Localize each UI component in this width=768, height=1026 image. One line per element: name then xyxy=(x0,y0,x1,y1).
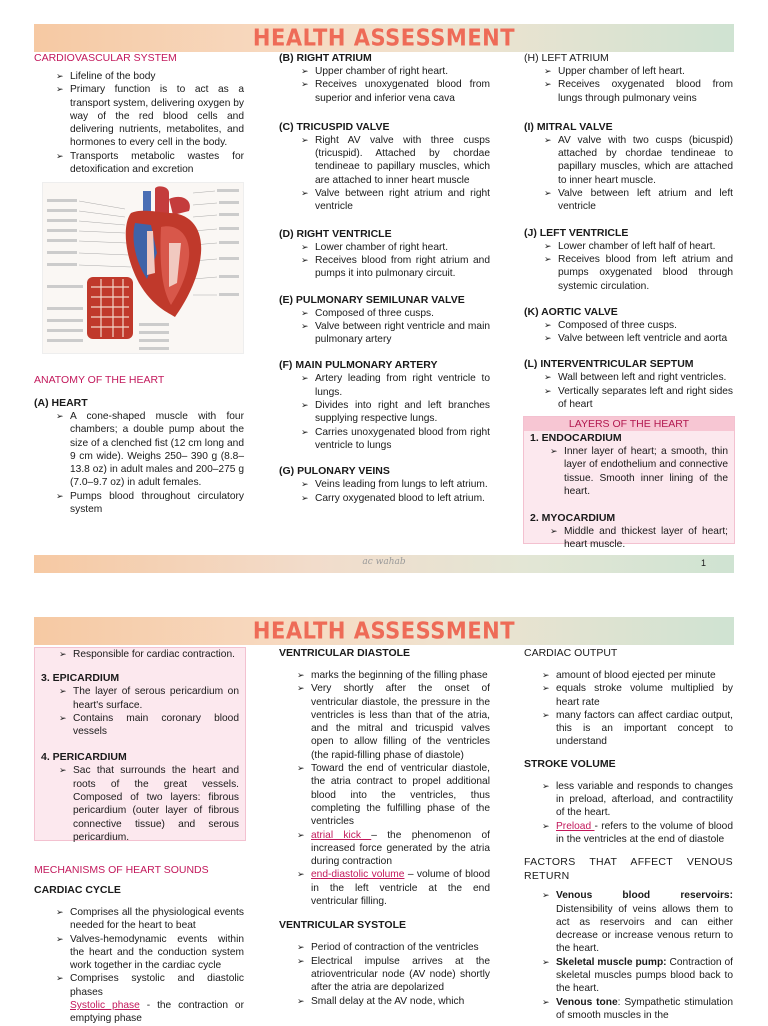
list-item: ➢ Veins leading from lungs to left atrium. xyxy=(301,478,490,491)
section-list xyxy=(301,478,490,505)
list-item: ➢ Valve between right ventricle and main pulmonary artery xyxy=(301,320,490,347)
list-item: ➢ Responsible for cardiac contraction. xyxy=(59,648,239,661)
list-item: ➢ Small delay at the AV node, which xyxy=(297,995,490,1008)
list-item: ➢ Valve between left ventricle and aorta xyxy=(544,332,733,345)
p1-col3 xyxy=(524,51,733,411)
section-list xyxy=(301,241,490,281)
list-item: ➢ equals stroke volume multiplied by heart rate xyxy=(542,682,733,709)
p2-col3 xyxy=(524,646,733,1022)
list-item: ➢ Carries unoxygenated blood from right ventricle to lungs xyxy=(301,426,490,453)
section-left-atrium xyxy=(524,51,733,105)
layer-title: 4. PERICARDIUM xyxy=(41,751,127,764)
preload-term: Preload xyxy=(556,820,595,832)
list-item: ➢ Upper chamber of left heart. xyxy=(544,65,733,78)
list-item: ➢ A cone-shaped muscle with four chambers; a double pump about the size of a clenched fist (12 cm long and 9 cm wide). Weighs 250– 390 g (8.8–13.8 oz) in adult males and 200–275 g (7.0–9.7 oz) in adult females. xyxy=(56,410,244,490)
list-item: ➢ Transports metabolic wastes for detoxification and excretion xyxy=(56,150,244,177)
factor-term: Venous tone xyxy=(556,996,618,1008)
section-pulmonary-veins xyxy=(279,464,490,505)
page-title: HEALTH ASSESSMENT xyxy=(252,25,516,51)
section-right-ventricle xyxy=(279,227,490,281)
vs-heading: VENTRICULAR SYSTOLE xyxy=(279,919,406,932)
footer-band xyxy=(34,555,734,573)
systolic-term: Systolic phase xyxy=(70,1000,140,1012)
list-item: ➢ Composed of three cusps. xyxy=(301,307,490,320)
section-title: (I) MITRAL VALVE xyxy=(524,120,613,133)
systolic-def: - the contraction or emptying phase xyxy=(70,1000,244,1025)
list-item: ➢ Valve between right atrium and right ventricle xyxy=(301,187,490,214)
section-list xyxy=(301,372,490,452)
list-item: ➢ Middle and thickest layer of heart; heart muscle. xyxy=(550,525,728,552)
sv-heading: STROKE VOLUME xyxy=(524,757,616,770)
factors-heading: FACTORS THAT AFFECT VENOUS RETURN xyxy=(524,856,733,883)
section-list xyxy=(301,65,490,105)
list-item: ➢ amount of blood ejected per minute xyxy=(542,669,733,682)
section-pulmonary-semilunar-valve xyxy=(279,293,490,347)
list-item xyxy=(542,956,733,996)
heart-anatomy-figure xyxy=(42,182,244,354)
atrial-kick-def: – the phenomenon of increased force generated by the atria during contraction xyxy=(311,829,490,868)
preload-def: - refers to the volume of blood in the ventricles at the end of diastole xyxy=(556,820,733,845)
section-title: (D) RIGHT VENTRICLE xyxy=(279,227,392,240)
list-item: ➢ Valve between left atrium and left ventricle xyxy=(544,187,733,214)
layers-continued-box xyxy=(34,647,246,841)
section-title: (F) MAIN PULMONARY ARTERY xyxy=(279,359,438,372)
factor-term: Venous blood reservoirs: xyxy=(556,890,733,902)
list-item: ➢ Very shortly after the onset of ventricular diastole, the pressure in the ventricles is less than that of the atria, and the mitral and tricuspid valves open to allow filling of the ventricles (the rapid-filling phase of diastole) xyxy=(297,682,490,762)
list-item: ➢ The layer of serous pericardium on heart's surface. xyxy=(59,685,239,712)
cardio-list xyxy=(56,70,244,176)
section-title: (G) PULONARY VEINS xyxy=(279,465,390,478)
section-title: (L) INTERVENTRICULAR SEPTUM xyxy=(524,358,694,371)
layer-list xyxy=(550,445,728,498)
heart-diagram-icon xyxy=(43,183,243,353)
list-item xyxy=(297,829,490,869)
layer-title: 3. EPICARDIUM xyxy=(41,672,120,685)
edv-def: – volume of blood in the left ventricle at the end ventricular filling. xyxy=(311,869,490,908)
section-tricuspid-valve xyxy=(279,120,490,214)
cont-list xyxy=(59,648,239,661)
list-item: ➢ Divides into right and left branches supplying respective lungs. xyxy=(301,399,490,426)
list-item: ➢ Receives oxygenated blood from lungs through pulmonary veins xyxy=(544,78,733,105)
list-item: ➢ Lower chamber of left half of heart. xyxy=(544,240,733,253)
list-item: ➢ Comprises all the physiological events needed for the heart to beat xyxy=(56,906,244,933)
co-list xyxy=(542,669,733,749)
sv-list xyxy=(542,780,733,846)
layer-list xyxy=(59,764,239,844)
heart-heading: (A) HEART xyxy=(34,397,88,409)
anatomy-heading: ANATOMY OF THE HEART xyxy=(34,374,165,386)
list-item: ➢ Right AV valve with three cusps (tricuspid). Attached by chordae tendineae to papillary muscles, which are attached to inner heart muscle xyxy=(301,134,490,187)
layer-list xyxy=(59,685,239,738)
section-left-ventricle xyxy=(524,226,733,293)
vd-heading: VENTRICULAR DIASTOLE xyxy=(279,647,411,659)
header-band xyxy=(34,24,734,52)
co-heading: CARDIAC OUTPUT xyxy=(524,647,618,659)
section-mitral-valve xyxy=(524,120,733,214)
layers-title: LAYERS OF THE HEART xyxy=(524,417,734,431)
layer-list xyxy=(550,525,728,552)
list-item: ➢ Sac that surrounds the heart and roots of the great vessels. Composed of two layers: fibrous pericardium (outer layer of fibrous connective tissue) and serous pericardium. xyxy=(59,764,239,844)
list-item xyxy=(56,972,244,1025)
list-item: ➢ Receives unoxygenated blood from superior and inferior vena cava xyxy=(301,78,490,105)
list-item: ➢ Upper chamber of right heart. xyxy=(301,65,490,78)
section-aortic-valve xyxy=(524,305,733,346)
list-item: ➢ Contains main coronary blood vessels xyxy=(59,712,239,739)
list-item xyxy=(297,868,490,908)
layers-of-heart-box xyxy=(523,416,735,551)
section-title: (H) LEFT ATRIUM xyxy=(524,52,609,64)
p2-col2 xyxy=(279,646,490,1008)
list-item: ➢ Period of contraction of the ventricles xyxy=(297,941,490,954)
section-list xyxy=(544,240,733,293)
page-title-2: HEALTH ASSESSMENT xyxy=(252,618,516,644)
cycle-heading: CARDIAC CYCLE xyxy=(34,884,121,896)
list-item: ➢ many factors can affect cardiac output, this is an important concept to understand xyxy=(542,709,733,749)
section-list xyxy=(544,65,733,105)
mech-heading: MECHANISMS OF HEART SOUNDS xyxy=(34,864,209,876)
p1-col1 xyxy=(34,51,244,176)
footer-signature: ac wahab xyxy=(362,557,406,567)
p2-col1 xyxy=(34,863,244,1026)
cardio-heading: CARDIOVASCULAR SYSTEM xyxy=(34,52,177,64)
list-item: ➢ Carry oxygenated blood to left atrium. xyxy=(301,492,490,505)
heart-list xyxy=(56,410,244,516)
section-list xyxy=(544,134,733,214)
section-list xyxy=(301,307,490,347)
section-title: (E) PULMONARY SEMILUNAR VALVE xyxy=(279,293,465,306)
list-item xyxy=(542,889,733,955)
factor-def: : Sympathetic stimulation of smooth muscles in the xyxy=(556,996,733,1021)
list-item: ➢ marks the beginning of the filling phase xyxy=(297,669,490,682)
section-list xyxy=(544,319,733,346)
list-item: ➢ AV valve with two cusps (bicuspid) attached by chordae tendineae to papillary muscles, which are attached to inner heart muscle. xyxy=(544,134,733,187)
section-right-atrium xyxy=(279,51,490,105)
vd-list xyxy=(297,669,490,908)
list-item: ➢ Electrical impulse arrives at the atrioventricular node (AV node) shortly after the atria are depolarized xyxy=(297,955,490,995)
list-item: ➢ Artery leading from right ventricle to lungs. xyxy=(301,372,490,399)
factors-list xyxy=(542,889,733,1022)
list-item: ➢ Pumps blood throughout circulatory system xyxy=(56,490,244,517)
section-title: (C) TRICUSPID VALVE xyxy=(279,120,390,133)
layer-title: 1. ENDOCARDIUM xyxy=(530,432,622,444)
page-number: 1 xyxy=(700,558,706,568)
list-item: ➢ Primary function is to act as a transport system, delivering oxygen by way of the red blood cells and delivering nutrients, metabolites, and hormones to every cell in the body. xyxy=(56,83,244,149)
p1-col2 xyxy=(279,51,490,505)
layer-title: 2. MYOCARDIUM xyxy=(530,512,616,525)
factor-def: Contraction of skeletal muscles pumps blood back to the heart. xyxy=(556,956,733,995)
section-interventricular-septum xyxy=(524,357,733,411)
section-list xyxy=(301,134,490,214)
list-item xyxy=(542,996,733,1023)
factor-def: Distensibility of veins allows them to act as reservoirs and can either decrease or increase venous return to the heart. xyxy=(556,903,733,955)
list-item: ➢ Receives blood from right atrium and pumps it into pulmonary circuit. xyxy=(301,254,490,281)
vs-list xyxy=(297,941,490,1007)
list-item: ➢ less variable and responds to changes in preload, afterload, and contractility of the heart. xyxy=(542,780,733,820)
section-title: (J) LEFT VENTRICLE xyxy=(524,226,629,239)
list-item: ➢ Receives blood from left atrium and pumps oxygenated blood through systemic circulation. xyxy=(544,253,733,293)
item-text: Comprises systolic and diastolic phases xyxy=(70,973,244,998)
section-main-pulmonary-artery xyxy=(279,358,490,452)
list-item: ➢ Lifeline of the body xyxy=(56,70,244,83)
list-item: ➢ Vertically separates left and right sides of heart xyxy=(544,385,733,412)
list-item: ➢ Lower chamber of right heart. xyxy=(301,241,490,254)
list-item: ➢ Wall between left and right ventricles. xyxy=(544,371,733,384)
p1-col1-anatomy xyxy=(34,373,244,516)
header-band-2 xyxy=(34,617,734,645)
atrial-kick-term: atrial kick xyxy=(311,829,372,841)
list-item xyxy=(542,820,733,847)
list-item: ➢ Toward the end of ventricular diastole, the atria contract to propel additional blood into the ventricles, thus completing the fulfilling phase of the ventricles xyxy=(297,762,490,828)
list-item: ➢ Valves-hemodynamic events within the heart and the conduction system work together in the cardiac cycle xyxy=(56,933,244,973)
cycle-list xyxy=(56,906,244,1026)
section-title: (K) AORTIC VALVE xyxy=(524,305,618,318)
factor-term: Skeletal muscle pump: xyxy=(556,956,667,968)
list-item: ➢ Inner layer of heart; a smooth, thin layer of endothelium and connective tissue. Smooth inner lining of the heart. xyxy=(550,445,728,498)
section-title: (B) RIGHT ATRIUM xyxy=(279,52,372,64)
list-item: ➢ Composed of three cusps. xyxy=(544,319,733,332)
section-list xyxy=(544,371,733,411)
edv-term: end-diastolic volume xyxy=(311,869,405,881)
